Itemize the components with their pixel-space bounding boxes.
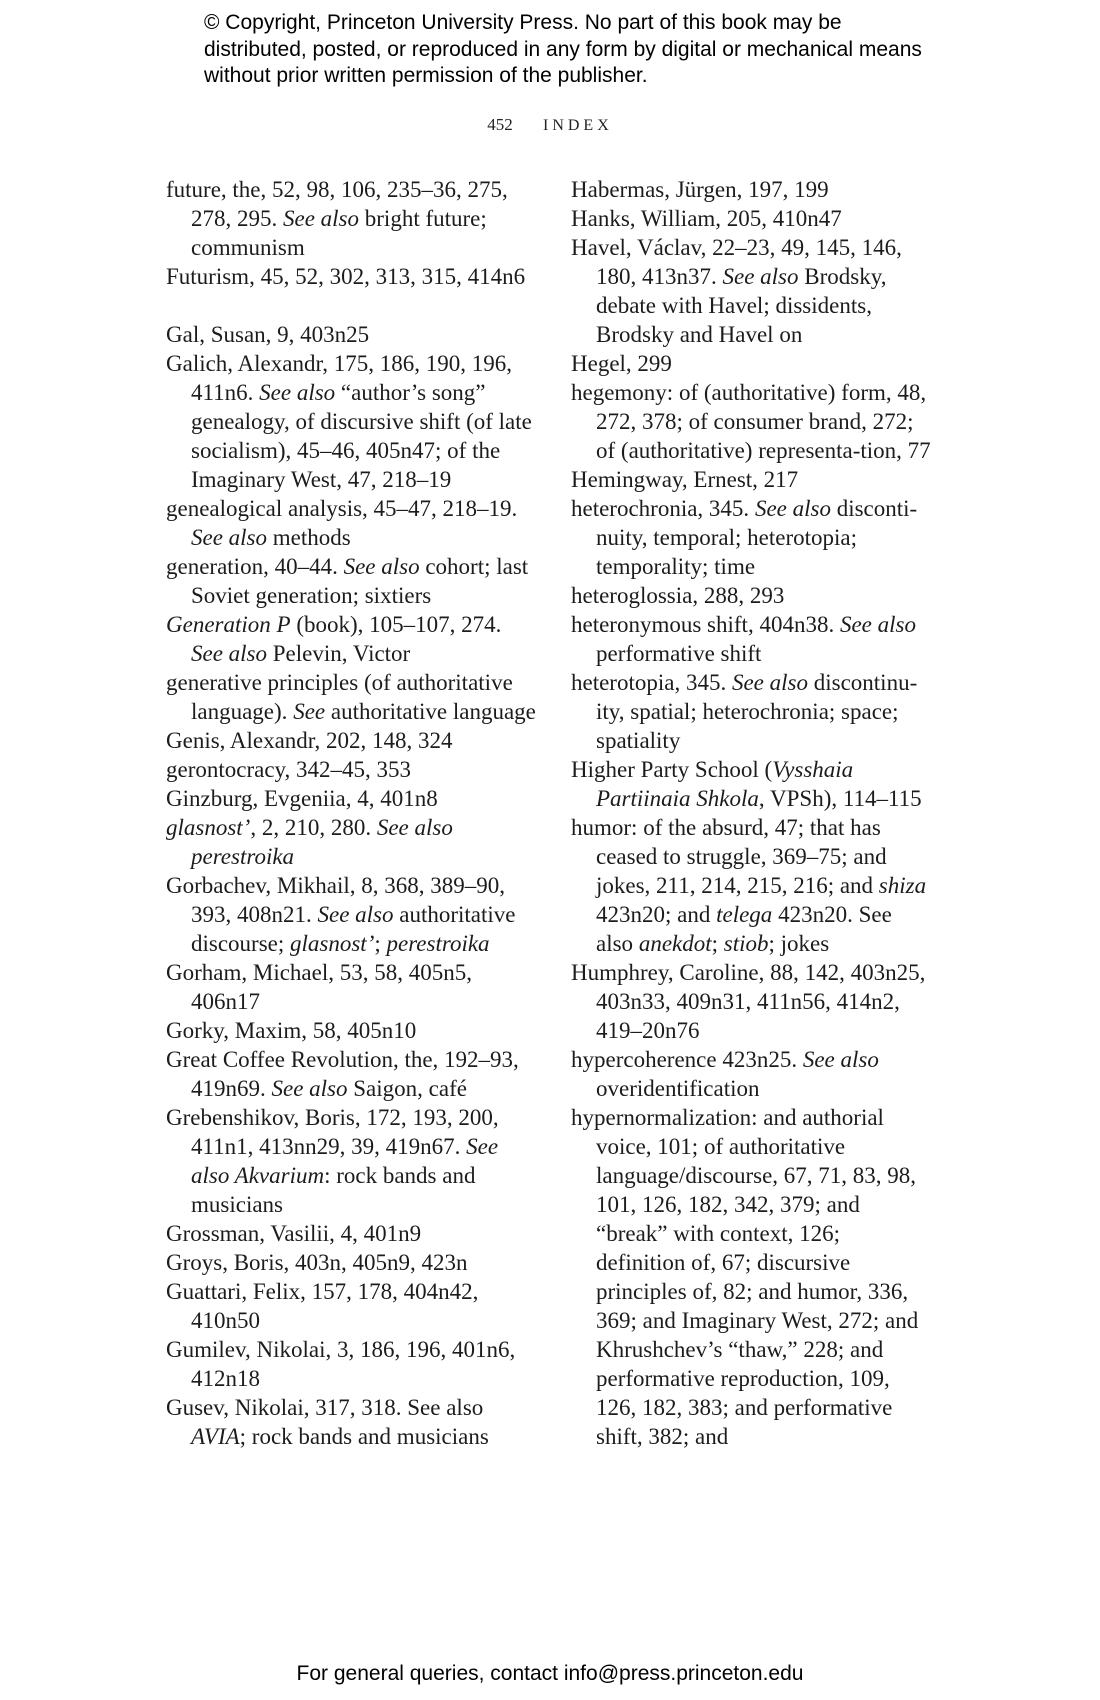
index-entry	[571, 175, 933, 204]
italic-text: See also	[754, 496, 831, 521]
entry-text: bright future; communism	[191, 206, 487, 260]
letter-gap	[166, 291, 538, 320]
index-entry	[166, 610, 538, 668]
entry-text: Habermas, Jürgen, 197, 199	[571, 177, 829, 202]
entry-text: Futurism, 45, 52, 302, 313, 315, 414n6	[166, 264, 526, 289]
entry-text: Hemingway, Ernest, 217	[571, 467, 799, 492]
entry-text: “author’s song” genealogy, of discursive shift (of late socialism), 45–46, 405n47; of the Imaginary West, 47, 218–19	[191, 380, 532, 492]
italic-text: stiob	[723, 931, 769, 956]
entry-text: Gorham, Michael, 53, 58, 405n5, 406n17	[166, 960, 472, 1014]
entry-text: ;	[374, 931, 387, 956]
entry-text: disconti-nuity, temporal; heterotopia; temporality; time	[596, 496, 918, 579]
entry-text: Ginzburg, Evgeniia, 4, 401n8	[166, 786, 438, 811]
italic-text: See	[293, 699, 326, 724]
entry-text: authoritative language	[325, 699, 536, 724]
index-entry	[571, 494, 933, 581]
index-entry	[571, 1103, 933, 1451]
entry-text: Gorky, Maxim, 58, 405n10	[166, 1018, 417, 1043]
entry-text: hypercoherence 423n25.	[571, 1047, 803, 1072]
entry-text: Brodsky, debate with Havel; dissidents, Brodsky and Havel on	[596, 264, 887, 347]
index-entry	[166, 349, 538, 494]
italic-text: telega	[716, 902, 773, 927]
index-entry	[571, 610, 933, 668]
entry-text: Gusev, Nikolai, 317, 318. See also	[166, 1395, 484, 1420]
entry-text: Havel, Václav, 22–23, 49, 145, 146, 180, 413n37.	[571, 235, 902, 289]
entry-text: humor: of the absurd, 47; that has ceased to struggle, 369–75; and jokes, 211, 214, 215, 216; and	[571, 815, 887, 898]
index-entry	[166, 726, 538, 755]
index-entry	[166, 494, 538, 552]
italic-text: See also	[731, 670, 808, 695]
index-column-left	[166, 175, 538, 1451]
index-entry	[571, 813, 933, 958]
footer-contact: For general queries, contact info@press.princeton.edu	[296, 1662, 804, 1685]
entry-text: , 2, 210, 280.	[250, 815, 377, 840]
entry-text: Hanks, William, 205, 410n47	[571, 206, 842, 231]
entry-text: authoritative discourse;	[191, 902, 516, 956]
index-column-right	[571, 175, 933, 1451]
entry-text: ; jokes	[768, 931, 830, 956]
index-entry	[571, 349, 933, 378]
entry-text: Hegel, 299	[571, 351, 672, 376]
entry-text: heteronymous shift, 404n38.	[571, 612, 840, 637]
entry-text: Great Coffee Revolution, the, 192–93, 419n69.	[166, 1047, 519, 1101]
index-entry	[571, 233, 933, 349]
entry-text: Genis, Alexandr, 202, 148, 324	[166, 728, 453, 753]
entry-text: Gorbachev, Mikhail, 8, 368, 389–90, 393, 408n21.	[166, 873, 505, 927]
index-entry	[571, 668, 933, 755]
entry-text: heteroglossia, 288, 293	[571, 583, 785, 608]
entry-text: Pelevin, Victor	[267, 641, 411, 666]
entry-text: 423n20; and	[596, 902, 717, 927]
index-entry	[166, 552, 538, 610]
index-entry	[571, 465, 933, 494]
entry-text: (book), 105–107, 274.	[290, 612, 502, 637]
italic-text: glasnost’	[290, 931, 375, 956]
entry-text: : rock bands and musicians	[191, 1163, 476, 1217]
italic-text: See also	[283, 206, 360, 231]
entry-text: Gal, Susan, 9, 403n25	[166, 322, 370, 347]
entry-text: hegemony: of (authoritative) form, 48, 272, 378; of consumer brand, 272; of (authoritative) representa-tion, 77	[571, 380, 931, 463]
entry-text: ;	[711, 931, 724, 956]
italic-text: perestroika	[386, 931, 490, 956]
entry-text: Higher Party School (	[571, 757, 773, 782]
entry-text: discontinu-ity, spatial; heterochronia; space; spatiality	[596, 670, 918, 753]
index-entry	[166, 958, 538, 1016]
index-entry	[166, 175, 538, 262]
italic-text: See also	[191, 641, 268, 666]
index-entry	[571, 581, 933, 610]
running-head	[0, 115, 1100, 135]
index-entry	[166, 262, 538, 291]
entry-text: Grebenshikov, Boris, 172, 193, 200, 411n1, 413nn29, 39, 419n67.	[166, 1105, 499, 1159]
page-number: 452	[487, 115, 513, 134]
index-entry	[166, 1248, 538, 1277]
index-entry	[571, 204, 933, 233]
index-entry	[166, 784, 538, 813]
copyright-notice: © Copyright, Princeton University Press. No part of this book may be distributed, posted, or reproduced in any form by digital or mechanical means without prior written permission of the publisher.	[204, 11, 922, 87]
entry-text: future, the, 52, 98, 106, 235–36, 275, 278, 295.	[166, 177, 508, 231]
italic-text: glasnost’	[166, 815, 251, 840]
entry-text: genealogical analysis, 45–47, 218–19.	[166, 496, 518, 521]
italic-text: See also	[722, 264, 799, 289]
index-entry	[166, 1103, 538, 1219]
index-entry	[571, 958, 933, 1045]
entry-text: cohort; last Soviet generation; sixtiers	[191, 554, 529, 608]
entry-text: gerontocracy, 342–45, 353	[166, 757, 412, 782]
entry-text: overidentification	[596, 1076, 760, 1101]
entry-text: heterochronia, 345.	[571, 496, 755, 521]
entry-text: , VPSh), 114–115	[758, 786, 922, 811]
italic-text: anekdot	[638, 931, 712, 956]
italic-text: Vysshaia Partiinaia Shkola	[596, 757, 854, 811]
entry-text: Guattari, Felix, 157, 178, 404n42, 410n50	[166, 1279, 479, 1333]
italic-text: See also perestroika	[191, 815, 453, 869]
italic-text: See also	[839, 612, 916, 637]
index-entry	[166, 1219, 538, 1248]
entry-text: Humphrey, Caroline, 88, 142, 403n25, 403n33, 409n31, 411n56, 414n2, 419–20n76	[571, 960, 926, 1043]
italic-text: See also	[343, 554, 420, 579]
entry-text: Galich, Alexandr, 175, 186, 190, 196, 411n6.	[166, 351, 512, 405]
entry-text: Grossman, Vasilii, 4, 401n9	[166, 1221, 422, 1246]
entry-text: methods	[267, 525, 351, 550]
index-entry	[166, 668, 538, 726]
index-entry	[166, 320, 538, 349]
entry-text: heterotopia, 345.	[571, 670, 732, 695]
index-entry	[166, 1277, 538, 1335]
index-entry	[166, 1393, 538, 1451]
entry-text: hypernormalization: and authorial voice, 101; of authoritative language/discourse, 67, 71, 83, 98, 101, 126, 182, 342, 379; and “break” with context, 126; definition of, 67; discursive principles of, 82; and humor, 336, 369; and Imaginary West, 272; and Khrushchev’s “thaw,” 228; and performative reproduction, 109, 126, 182, 383; and performative shift, 382; and	[571, 1105, 919, 1449]
italic-text: AVIA	[191, 1424, 240, 1449]
entry-text: generation, 40–44.	[166, 554, 344, 579]
italic-text: See also	[271, 1076, 348, 1101]
italic-text: See also	[191, 525, 268, 550]
entry-text: generative principles (of authoritative language).	[166, 670, 513, 724]
index-entry	[571, 755, 933, 813]
entry-text: 423n20. See also	[596, 902, 892, 956]
italic-text: See also	[802, 1047, 879, 1072]
index-entry	[166, 871, 538, 958]
index-entry	[166, 813, 538, 871]
index-entry	[166, 1016, 538, 1045]
entry-text: Saigon, café	[347, 1076, 467, 1101]
entry-text: Groys, Boris, 403n, 405n9, 423n	[166, 1250, 468, 1275]
italic-text: Generation P	[166, 612, 291, 637]
italic-text: See also	[259, 380, 336, 405]
italic-text: See also	[317, 902, 394, 927]
index-entry	[166, 755, 538, 784]
entry-text: Gumilev, Nikolai, 3, 186, 196, 401n6, 412n18	[166, 1337, 516, 1391]
index-entry	[571, 1045, 933, 1103]
index-entry	[166, 1335, 538, 1393]
index-entry	[166, 1045, 538, 1103]
entry-text: ; rock bands and musicians	[239, 1424, 489, 1449]
italic-text: shiza	[878, 873, 927, 898]
italic-text: See also Akvarium	[191, 1134, 499, 1188]
entry-text: performative shift	[596, 641, 762, 666]
running-title: INDEX	[542, 117, 613, 134]
index-entry	[571, 378, 933, 465]
